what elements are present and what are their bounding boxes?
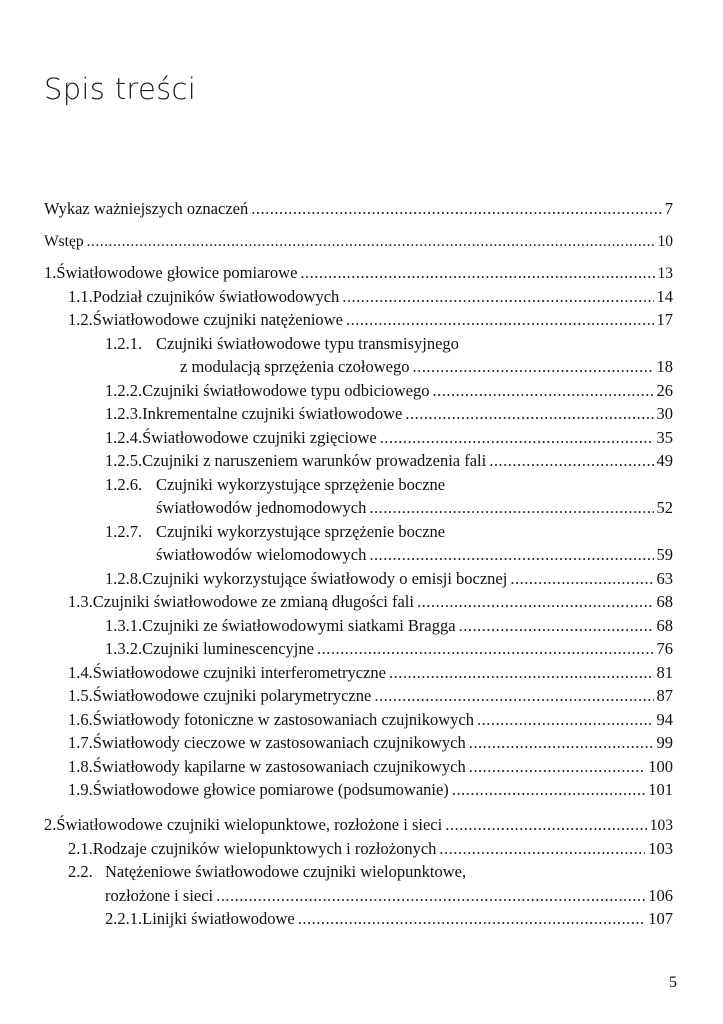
toc-entry [0,403,723,425]
toc-entry-title: Czujniki wykorzystujące światłowody o emisji bocznej [142,569,508,588]
toc-leader-dots [369,544,653,566]
toc-entry [0,474,723,496]
toc-entry-title: Światłowodowe czujniki polarymetryczne [92,686,372,705]
toc-entry-title: Światłowodowe czujniki zgięciowe [142,428,377,447]
toc-entry-page: 103 [649,817,673,834]
toc-entry-page: 87 [656,686,673,705]
toc-entry-page: 81 [656,663,673,682]
toc-leader-dots [405,403,653,425]
toc-entry-page: 103 [648,839,673,858]
toc-entry-title: Czujniki luminescencyjne [142,639,314,658]
toc-entry-page: 10 [657,233,673,250]
toc-entry-number: 1.4. [68,663,93,682]
toc-entry-title: Natężeniowe światłowodowe czujniki wielopunktowe, [105,862,467,881]
toc-entry-title: Światłowody cieczowe w zastosowaniach czujnikowych [92,733,466,752]
toc-entry [0,568,723,590]
toc-entry-title: Czujniki światłowodowe ze zmianą długości fali [92,592,414,611]
toc-entry [0,732,723,754]
toc-entry-page: 17 [656,310,673,329]
toc-entry-title: Światłowody kapilarne w zastosowaniach czujnikowych [92,757,466,776]
toc-entry [0,709,723,731]
page-title: Spis treści [44,72,197,106]
toc-entry-title: Inkrementalne czujniki światłowodowe [142,404,403,423]
toc-entry [0,908,723,930]
toc-entry [0,838,723,860]
toc-entry-title: z modulacją sprzężenia czołowego [180,357,410,376]
toc-entry-number: 1.2.8. [105,569,143,588]
toc-entry [0,885,723,907]
toc-leader-dots [216,885,645,907]
toc-entry-number: 1.2.3. [105,404,143,423]
toc-entry-number: 1.2. [68,310,93,329]
toc-entry-title: Światłowody fotoniczne w zastosowaniach czujnikowych [92,710,474,729]
toc-entry [0,333,723,355]
toc-entry-page: 94 [656,710,673,729]
toc-entry-title: światłowodów wielomodowych [156,545,367,564]
toc-entry [0,380,723,402]
toc-leader-dots [300,262,654,284]
toc-entry-title: Czujniki z naruszeniem warunków prowadzenia fali [142,451,487,470]
toc-entry-number: 2.2. [68,862,93,881]
toc-entry-page: 63 [656,569,673,588]
toc-leader-dots [469,756,646,778]
toc-entry-title: Czujniki ze światłowodowymi siatkami Bragga [142,616,456,635]
toc-leader-dots [380,427,654,449]
toc-entry [0,685,723,707]
toc-leader-dots [510,568,653,590]
toc-entry-page: 49 [656,451,673,470]
toc-entry-page: 26 [656,381,673,400]
toc-entry [0,450,723,472]
toc-entry [0,662,723,684]
toc-entry-page: 99 [656,733,673,752]
toc-entry-page: 13 [657,265,673,282]
toc-entry-title: Czujniki światłowodowe typu odbiciowego [142,381,430,400]
toc-entry-number: 1.2.6. [105,475,143,494]
toc-entry-title: Światłowodowe czujniki interferometryczne [92,663,386,682]
toc-entry-page: 35 [656,428,673,447]
toc-entry-title: Podział czujników światłowodowych [92,287,340,306]
toc-entry-page: 68 [656,592,673,611]
toc-entry-page: 68 [656,616,673,635]
toc-leader-dots [317,638,654,660]
toc-entry [0,497,723,519]
toc-entry [0,198,723,220]
toc-entry [0,286,723,308]
toc-entry [0,591,723,613]
toc-entry [0,615,723,637]
toc-entry-number: 2. [44,815,57,834]
toc-entry-title: Czujniki wykorzystujące sprzężenie boczne [156,475,446,494]
toc-entry-number: 1.9. [68,780,93,799]
toc-entry-page: 106 [648,886,673,905]
toc-entry-number: 1.2.4. [105,428,143,447]
toc-entry [0,779,723,801]
toc-entry-page: 100 [648,757,673,776]
toc-entry-title: rozłożone i sieci [105,886,214,905]
toc-entry [0,756,723,778]
toc-leader-dots [346,309,654,331]
toc-entry-number: 1.7. [68,733,93,752]
toc-entry-title: Czujniki wykorzystujące sprzężenie boczne [156,522,446,541]
toc-entry-page: 59 [656,545,673,564]
toc-leader-dots [459,615,654,637]
toc-entry-page: 7 [664,199,673,218]
toc-entry-number: 1.5. [68,686,93,705]
toc-entry-number: 1.3.2. [105,639,143,658]
toc-leader-dots [417,591,654,613]
toc-entry [0,262,723,284]
toc-leader-dots [369,497,653,519]
toc-leader-dots [432,380,653,402]
toc-entry [0,356,723,378]
toc-leader-dots [251,198,662,220]
toc-leader-dots [413,356,654,378]
toc-entry-title: Światłowodowe czujniki natężeniowe [92,310,343,329]
toc-entry-page: 76 [656,639,673,658]
toc-leader-dots [469,732,654,754]
toc-entry-page: 52 [656,498,673,517]
toc-leader-dots [374,685,653,707]
toc-entry [0,427,723,449]
toc-entry-number: 1.6. [68,710,93,729]
toc-entry-number: 1.3.1. [105,616,143,635]
toc-leader-dots [298,908,646,930]
toc-entry-title: Światłowodowe czujniki wielopunktowe, rozłożone i sieci [56,815,443,834]
toc-leader-dots [389,662,654,684]
toc-entry-number: 2.2.1. [105,909,143,928]
toc-entry-title: Światłowodowe głowice pomiarowe (podsumowanie) [92,780,449,799]
toc-leader-dots [445,814,647,836]
toc-entry [0,638,723,660]
toc-entry-title: światłowodów jednomodowych [156,498,367,517]
toc-entry-page: 101 [648,780,673,799]
toc-entry-title: Wstęp [44,233,84,250]
toc-entry-page: 18 [656,357,673,376]
toc-entry-page: 107 [648,909,673,928]
toc-leader-dots [87,231,655,253]
toc-entry-number: 1.3. [68,592,93,611]
toc-entry-title: Linijki światłowodowe [142,909,295,928]
toc-entry-number: 1.2.1. [105,334,143,353]
toc-entry-title: Światłowodowe głowice pomiarowe [56,263,298,282]
toc-entry-number: 1. [44,263,57,282]
toc-entry-title: Rodzaje czujników wielopunktowych i rozłożonych [92,839,437,858]
toc-entry-page: 14 [656,287,673,306]
toc-leader-dots [489,450,653,472]
toc-entry-number: 1.2.7. [105,522,143,541]
toc-entry-number: 1.2.2. [105,381,143,400]
toc-leader-dots [452,779,645,801]
toc-entry [0,231,723,253]
toc-leader-dots [439,838,645,860]
toc-leader-dots [342,286,653,308]
toc-entry [0,814,723,836]
page-number: 5 [669,974,677,991]
toc-entry-number: 1.1. [68,287,93,306]
toc-entry [0,521,723,543]
toc-entry-number: 1.8. [68,757,93,776]
toc-entry [0,861,723,883]
toc-entry [0,309,723,331]
toc-entry-title: Czujniki światłowodowe typu transmisyjnego [156,334,459,353]
toc-entry-page: 30 [656,404,673,423]
toc-entry-number: 2.1. [68,839,93,858]
toc-entry [0,544,723,566]
toc-entry-number: 1.2.5. [105,451,143,470]
toc-leader-dots [477,709,654,731]
toc-entry-title: Wykaz ważniejszych oznaczeń [44,199,249,218]
